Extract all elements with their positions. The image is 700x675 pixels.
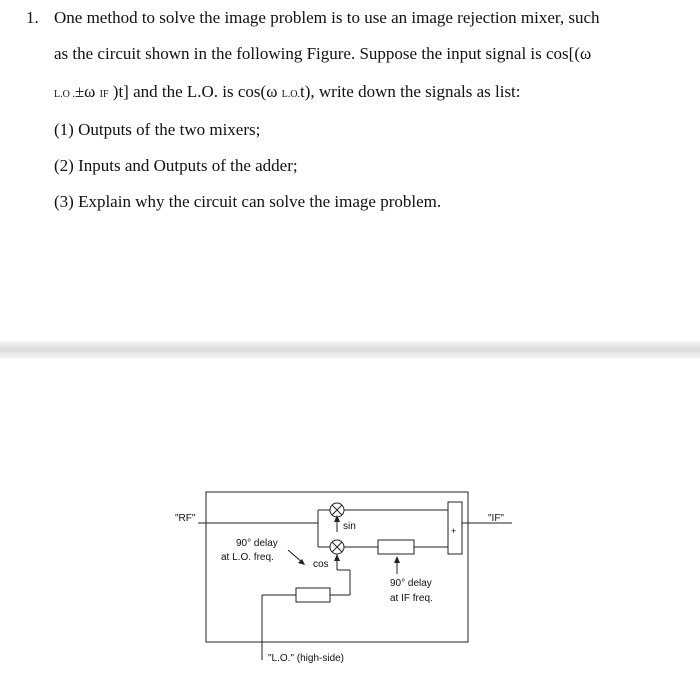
if-delay-line-2: at IF freq.	[390, 593, 433, 604]
lo-subscript: L.O .	[54, 89, 75, 100]
page-divider	[0, 341, 700, 359]
lo-delay-box	[296, 588, 330, 602]
if-delay-pointer-arrowhead	[394, 556, 400, 563]
if-delay-line-1: 90° delay	[390, 578, 432, 589]
adder-label: +	[451, 526, 457, 536]
question-item-1: (1) Outputs of the two mixers;	[54, 120, 261, 139]
if-subscript: IF	[99, 89, 109, 100]
circuit-diagram	[0, 470, 700, 675]
plus-minus-omega: ±ω	[74, 82, 100, 101]
cos-arrowhead	[334, 554, 340, 561]
sin-label: sin	[343, 521, 356, 532]
question-block	[0, 0, 700, 330]
question-line-2: as the circuit shown in the following Figure. Suppose the input signal is cos[(ω	[54, 44, 592, 63]
question-line-3-mid: )t] and the L.O. is cos(ω	[108, 82, 282, 101]
lo-label: "L.O." (high-side)	[268, 653, 345, 664]
rf-label: "RF"	[175, 513, 196, 524]
question-line-3-end: t), write down the signals as list:	[300, 82, 521, 101]
lo-delay-line-1: 90° delay	[236, 538, 278, 549]
cos-label: cos	[313, 559, 329, 570]
lo-subscript-2: L.O.	[281, 89, 300, 100]
if-delay-box	[378, 540, 414, 554]
question-line-1: One method to solve the image problem is to use an image rejection mixer, such	[54, 8, 600, 27]
question-item-2: (2) Inputs and Outputs of the adder;	[54, 156, 298, 175]
lo-delay-line-2: at L.O. freq.	[221, 552, 274, 563]
question-item-3: (3) Explain why the circuit can solve the image problem.	[54, 192, 442, 211]
question-line-3	[54, 82, 521, 102]
image-rejection-mixer-figure	[0, 470, 700, 675]
if-label: "IF"	[488, 513, 504, 524]
question-number: 1.	[26, 8, 39, 27]
